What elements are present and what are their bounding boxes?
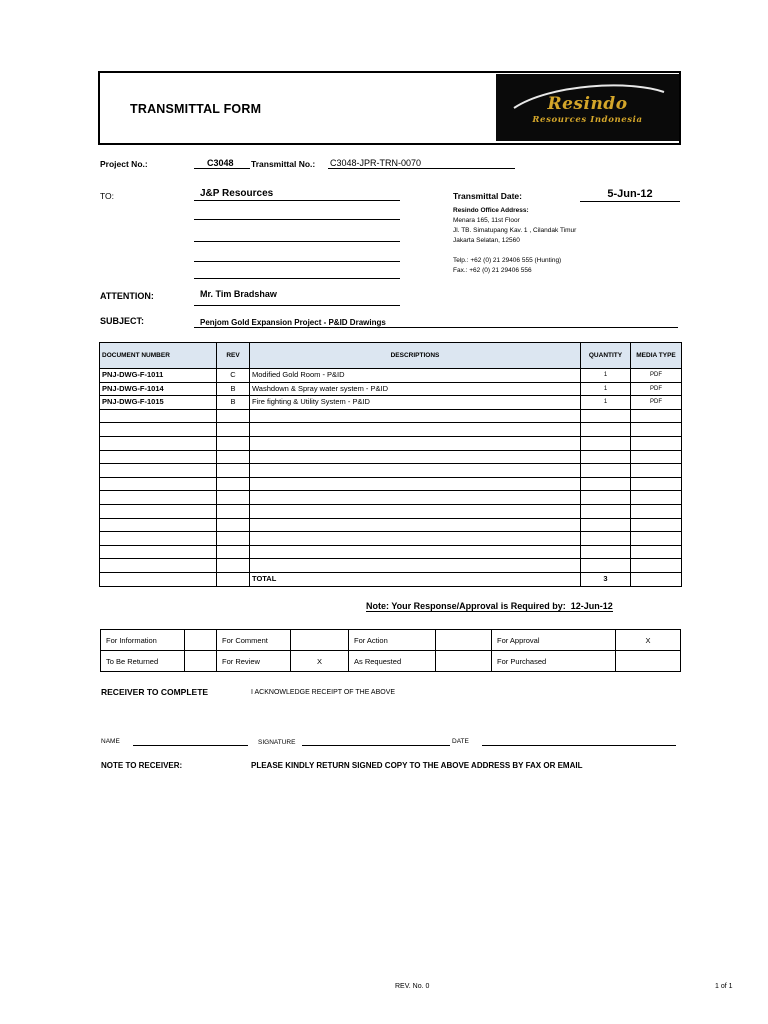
- table-row: [100, 396, 682, 410]
- note-to-receiver-text: PLEASE KINDLY RETURN SIGNED COPY TO THE ABOVE ADDRESS BY FAX OR EMAIL: [251, 761, 583, 770]
- for-purchased-label: For Purchased: [492, 651, 616, 672]
- logo-subtitle: Resources Indonesia: [532, 115, 643, 125]
- office-address-line1: Menara 165, 11st Floor: [453, 217, 520, 224]
- cell-media: PDF: [631, 369, 682, 383]
- date-label: DATE: [452, 738, 469, 745]
- for-approval-checkbox[interactable]: X: [616, 630, 681, 651]
- cell-rev: B: [217, 396, 250, 410]
- table-row-empty: [100, 477, 682, 491]
- office-address: [453, 206, 576, 276]
- date-field[interactable]: [482, 745, 676, 746]
- office-address-line2: Jl. TB. Simatupang Kav. 1 , Cilandak Timur: [453, 227, 577, 234]
- cell-desc: Washdown & Spray water system - P&ID: [250, 382, 581, 396]
- as-requested-label: As Requested: [349, 651, 436, 672]
- footer-page: 1 of 1: [715, 983, 733, 990]
- for-purchased-checkbox[interactable]: [616, 651, 681, 672]
- signature-field[interactable]: [302, 745, 450, 746]
- header-quantity: QUANTITY: [581, 343, 631, 369]
- header-descriptions: DESCRIPTIONS: [250, 343, 581, 369]
- to-line-2: [194, 219, 400, 220]
- transmittal-no-value: C3048-JPR-TRN-0070: [328, 158, 515, 169]
- table-row-empty: [100, 559, 682, 573]
- action-row-1: [101, 630, 681, 651]
- cell-qty: 1: [581, 369, 631, 383]
- table-row-empty: [100, 504, 682, 518]
- subject-label: SUBJECT:: [100, 316, 145, 326]
- signature-label: SIGNATURE: [258, 739, 296, 746]
- cell-media: PDF: [631, 396, 682, 410]
- cell-media: PDF: [631, 382, 682, 396]
- cell-doc: PNJ-DWG-F-1015: [100, 396, 217, 410]
- subject-value: Penjom Gold Expansion Project - P&ID Drawings: [194, 318, 678, 328]
- table-row-empty: [100, 464, 682, 478]
- transmittal-no-label: Transmittal No.:: [251, 159, 316, 169]
- to-be-returned-checkbox[interactable]: [185, 651, 217, 672]
- cell-desc: Fire fighting & Utility System - P&ID: [250, 396, 581, 410]
- office-fax: Fax.: +62 (0) 21 29406 556: [453, 267, 532, 274]
- office-address-title: Resindo Office Address:: [453, 207, 529, 214]
- total-value: 3: [581, 572, 631, 586]
- cell-rev: C: [217, 369, 250, 383]
- response-note-text: Note: Your Response/Approval is Required by:: [366, 601, 566, 611]
- response-note: [366, 601, 613, 612]
- table-row-empty: [100, 491, 682, 505]
- name-field[interactable]: [133, 745, 248, 746]
- cell-qty: 1: [581, 382, 631, 396]
- to-label: TO:: [100, 191, 115, 201]
- as-requested-checkbox[interactable]: [436, 651, 492, 672]
- acknowledge-text: I ACKNOWLEDGE RECEIPT OF THE ABOVE: [251, 689, 396, 696]
- attention-label: ATTENTION:: [100, 291, 154, 301]
- table-row-empty: [100, 436, 682, 450]
- cell-doc: PNJ-DWG-F-1011: [100, 369, 217, 383]
- project-no-value: C3048: [194, 158, 250, 169]
- for-approval-label: For Approval: [492, 630, 616, 651]
- table-header-row: [100, 343, 682, 369]
- documents-table: [99, 342, 682, 587]
- transmittal-date-label: Transmittal Date:: [453, 191, 522, 201]
- header-document-number: DOCUMENT NUMBER: [100, 343, 217, 369]
- for-action-label: For Action: [349, 630, 436, 651]
- receiver-to-complete-label: RECEIVER TO COMPLETE: [101, 687, 209, 697]
- table-row-empty: [100, 409, 682, 423]
- to-line-3: [194, 241, 400, 242]
- action-checklist: [100, 629, 681, 672]
- action-row-2: [101, 651, 681, 672]
- for-information-label: For Information: [101, 630, 185, 651]
- for-review-checkbox[interactable]: X: [291, 651, 349, 672]
- for-comment-checkbox[interactable]: [291, 630, 349, 651]
- attention-value: Mr. Tim Bradshaw: [194, 289, 400, 306]
- table-row-empty: [100, 423, 682, 437]
- form-title: TRANSMITTAL FORM: [130, 102, 262, 116]
- table-row-empty: [100, 450, 682, 464]
- table-row-empty: [100, 532, 682, 546]
- table-row: [100, 382, 682, 396]
- name-label: NAME: [101, 738, 120, 745]
- office-phone: Telp.: +62 (0) 21 29406 555 (Hunting): [453, 257, 562, 264]
- total-label: TOTAL: [250, 572, 581, 586]
- cell-desc: Modified Gold Room - P&ID: [250, 369, 581, 383]
- logo-name: Resindo: [547, 94, 628, 114]
- to-line-4: [194, 261, 400, 262]
- for-action-checkbox[interactable]: [436, 630, 492, 651]
- to-value: J&P Resources: [194, 188, 400, 201]
- for-comment-label: For Comment: [217, 630, 291, 651]
- table-total-row: [100, 572, 682, 586]
- table-row-empty: [100, 518, 682, 532]
- company-logo: [496, 74, 679, 141]
- response-note-date: 12-Jun-12: [570, 601, 613, 611]
- transmittal-date-value: 5-Jun-12: [580, 188, 680, 202]
- cell-qty: 1: [581, 396, 631, 410]
- for-review-label: For Review: [217, 651, 291, 672]
- project-no-label: Project No.:: [100, 159, 148, 169]
- header-media-type: MEDIA TYPE: [631, 343, 682, 369]
- to-line-5: [194, 278, 400, 279]
- office-address-line3: Jakarta Selatan, 12560: [453, 237, 520, 244]
- footer-rev: REV. No. 0: [395, 983, 430, 990]
- note-to-receiver-label: NOTE TO RECEIVER:: [101, 761, 183, 770]
- to-be-returned-label: To Be Returned: [101, 651, 185, 672]
- table-row-empty: [100, 545, 682, 559]
- cell-doc: PNJ-DWG-F-1014: [100, 382, 217, 396]
- header-rev: REV: [217, 343, 250, 369]
- for-information-checkbox[interactable]: [185, 630, 217, 651]
- cell-rev: B: [217, 382, 250, 396]
- table-row: [100, 369, 682, 383]
